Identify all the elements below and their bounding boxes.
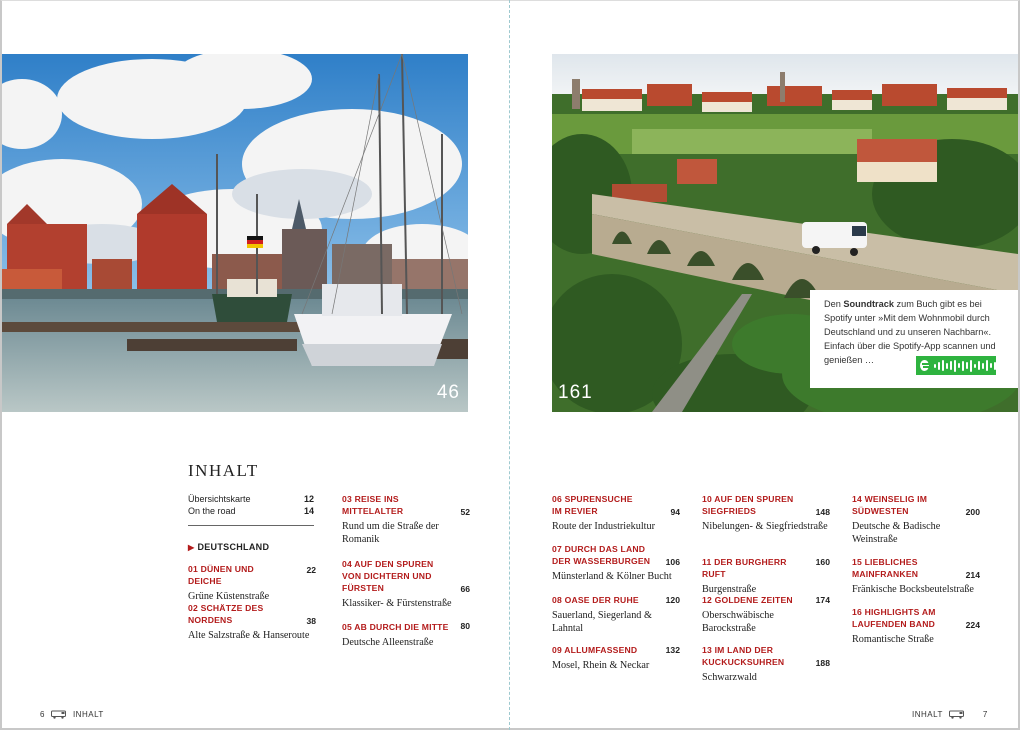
toc-entry-subtitle: Burgenstraße (702, 584, 757, 595)
toc-entry-title: ALLUMFASSEND (564, 645, 638, 655)
toc-entry[interactable] (702, 594, 830, 635)
toc-entry-page: 66 (460, 584, 470, 594)
toc-entry-title: AB DURCH DIE MITTE (354, 622, 449, 632)
toc-entry-subtitle: Rund um die Straße der Romanik (342, 521, 439, 545)
toc-entry-number: 16 (852, 607, 862, 617)
toc-entry[interactable] (552, 493, 680, 533)
toc-entry-number: 05 (342, 622, 352, 632)
toc-misc-item[interactable] (188, 506, 314, 516)
spotify-logo-icon (920, 360, 929, 371)
toc-divider (188, 525, 314, 526)
toc-entry-number: 11 (702, 557, 712, 567)
toc-entry[interactable] (342, 621, 470, 649)
toc-entry-page: 80 (460, 621, 470, 631)
toc-entry-number: 08 (552, 595, 562, 605)
toc-entry[interactable] (852, 493, 980, 546)
toc-section-text: DEUTSCHLAND (197, 542, 270, 552)
spotify-text-bold: Soundtrack (843, 299, 894, 309)
footer-left (40, 710, 104, 719)
toc-entry-page: 160 (815, 557, 830, 567)
toc-entry-number: 06 (552, 494, 562, 504)
toc-entry-page: 188 (815, 658, 830, 668)
toc-entry-page: 224 (965, 620, 980, 630)
toc-entry-number: 01 (188, 564, 198, 574)
toc-entry-page: 38 (306, 616, 316, 626)
toc-entry-title: HIGHLIGHTS AM LAUFENDEN BAND (852, 607, 936, 629)
toc-entry-subtitle: Alte Salzstraße & Hanseroute (188, 630, 310, 641)
toc-entry[interactable] (552, 543, 680, 583)
toc-entry-page: 52 (460, 507, 470, 517)
spotify-code-bars (934, 359, 996, 372)
toc-entry[interactable] (552, 644, 680, 672)
toc-entry-subtitle: Route der Industriekultur (552, 521, 655, 532)
toc-entry-subtitle: Deutsche & Badische Weinstraße (852, 521, 941, 545)
toc-entry-number: 03 (342, 494, 352, 504)
footer-label: INHALT (72, 710, 104, 719)
footer-page-number: 7 (982, 710, 988, 719)
toc-entry-number: 04 (342, 559, 352, 569)
spotify-info-box (810, 290, 1018, 388)
toc-entry[interactable] (188, 563, 316, 603)
toc-misc-page: 14 (303, 506, 314, 516)
toc-heading: INHALT (188, 461, 259, 480)
toc-entry-subtitle: Romantische Straße (852, 634, 934, 645)
toc-entry-subtitle: Klassiker- & Fürstenstraße (342, 598, 452, 609)
triangle-icon: ▶ (188, 543, 195, 552)
toc-entry-title: GOLDENE ZEITEN (714, 595, 793, 605)
toc-entry-number: 14 (852, 494, 862, 504)
footer-right (912, 710, 988, 719)
toc-entry-title: AUF DEN SPUREN SIEGFRIEDS (702, 494, 794, 516)
toc-entry-number: 12 (702, 595, 712, 605)
toc-entry-subtitle: Münsterland & Kölner Bucht (552, 571, 672, 582)
toc-entry-number: 10 (702, 494, 712, 504)
toc-entry-title: OASE DER RUHE (564, 595, 639, 605)
toc-misc-label: On the road (188, 506, 236, 516)
photo-page-number: 161 (558, 382, 593, 403)
footer-label: INHALT (912, 710, 943, 719)
toc-entry-title: SPURENSUCHE IM REVIER (552, 494, 633, 516)
spotify-text-before: Den (824, 299, 844, 309)
toc-entry-number: 02 (188, 603, 198, 613)
toc-misc-item[interactable] (188, 494, 314, 504)
toc-entry-title: DER BURGHERR RUFT (702, 557, 787, 579)
toc-entry-page: 132 (665, 645, 680, 655)
toc-entry[interactable] (552, 594, 680, 635)
toc-entry[interactable] (342, 493, 470, 546)
camper-van-icon (51, 710, 67, 719)
toc-misc-label: Übersichtskarte (188, 494, 251, 504)
toc-entry-page: 22 (306, 565, 316, 575)
toc-misc-page: 12 (303, 494, 314, 504)
toc-entry[interactable] (702, 644, 830, 684)
toc-entry-subtitle: Oberschwäbische Barockstraße (702, 610, 774, 634)
toc-entry-subtitle: Schwarzwald (702, 672, 757, 683)
toc-entry-number: 07 (552, 544, 562, 554)
toc-entry[interactable] (342, 558, 470, 610)
toc-entry[interactable] (852, 606, 980, 646)
toc-entry-page: 214 (965, 570, 980, 580)
toc-entry-subtitle: Deutsche Alleenstraße (342, 637, 434, 648)
harbour-photo (2, 54, 468, 412)
photo-page-number: 46 (436, 382, 460, 403)
toc-entry-subtitle: Fränkische Bocksbeutelstraße (852, 584, 974, 595)
footer-page-number: 6 (40, 710, 45, 719)
toc-entry-title: DURCH DAS LAND DER WASSERBURGEN (552, 544, 651, 566)
toc-entry-title: DÜNEN UND DEICHE (188, 564, 254, 586)
toc-entry-subtitle: Sauerland, Siegerland & Lahntal (552, 610, 652, 634)
page-gutter (509, 0, 510, 730)
toc-entry-title: REISE INS MITTELALTER (342, 494, 404, 516)
camper-van-icon (949, 710, 965, 719)
toc-entry-page: 174 (815, 595, 830, 605)
toc-entry-title: SCHÄTZE DES NORDENS (188, 603, 264, 625)
spotify-text-after: zum Buch gibt es bei Spotify unter »Mit dem Wohnmobil durch Deutschland und zu unseren Nachbarn«. Einfach über die Spotify-App scannen und genießen … (824, 299, 996, 365)
toc-entry-page: 94 (670, 507, 680, 517)
toc-entry[interactable] (852, 556, 980, 596)
toc-entry-subtitle: Mosel, Rhein & Neckar (552, 660, 650, 671)
toc-entry-number: 15 (852, 557, 862, 567)
toc-entry-subtitle: Nibelungen- & Siegfriedstraße (702, 521, 828, 532)
toc-entry-page: 106 (665, 557, 680, 567)
toc-entry[interactable] (702, 556, 830, 596)
toc-entry[interactable] (702, 493, 830, 533)
toc-entry-page: 120 (665, 595, 680, 605)
toc-entry-page: 200 (965, 507, 980, 517)
toc-entry-number: 09 (552, 645, 562, 655)
toc-entry-title: WEINSELIG IM SÜDWESTEN (852, 494, 928, 516)
toc-entry-title: IM LAND DER KUCKUCKSUHREN (702, 645, 785, 667)
toc-entry-page: 148 (815, 507, 830, 517)
toc-entry-subtitle: Grüne Küstenstraße (188, 591, 270, 602)
toc-entry-title: LIEBLICHES MAINFRANKEN (852, 557, 919, 579)
toc-entry-title: AUF DEN SPUREN VON DICHTERN UND FÜRSTEN (342, 559, 434, 593)
toc-entry[interactable] (188, 602, 316, 642)
toc-entry-number: 13 (702, 645, 712, 655)
toc-section-label (188, 542, 269, 552)
spotify-scan-code[interactable] (916, 356, 996, 375)
